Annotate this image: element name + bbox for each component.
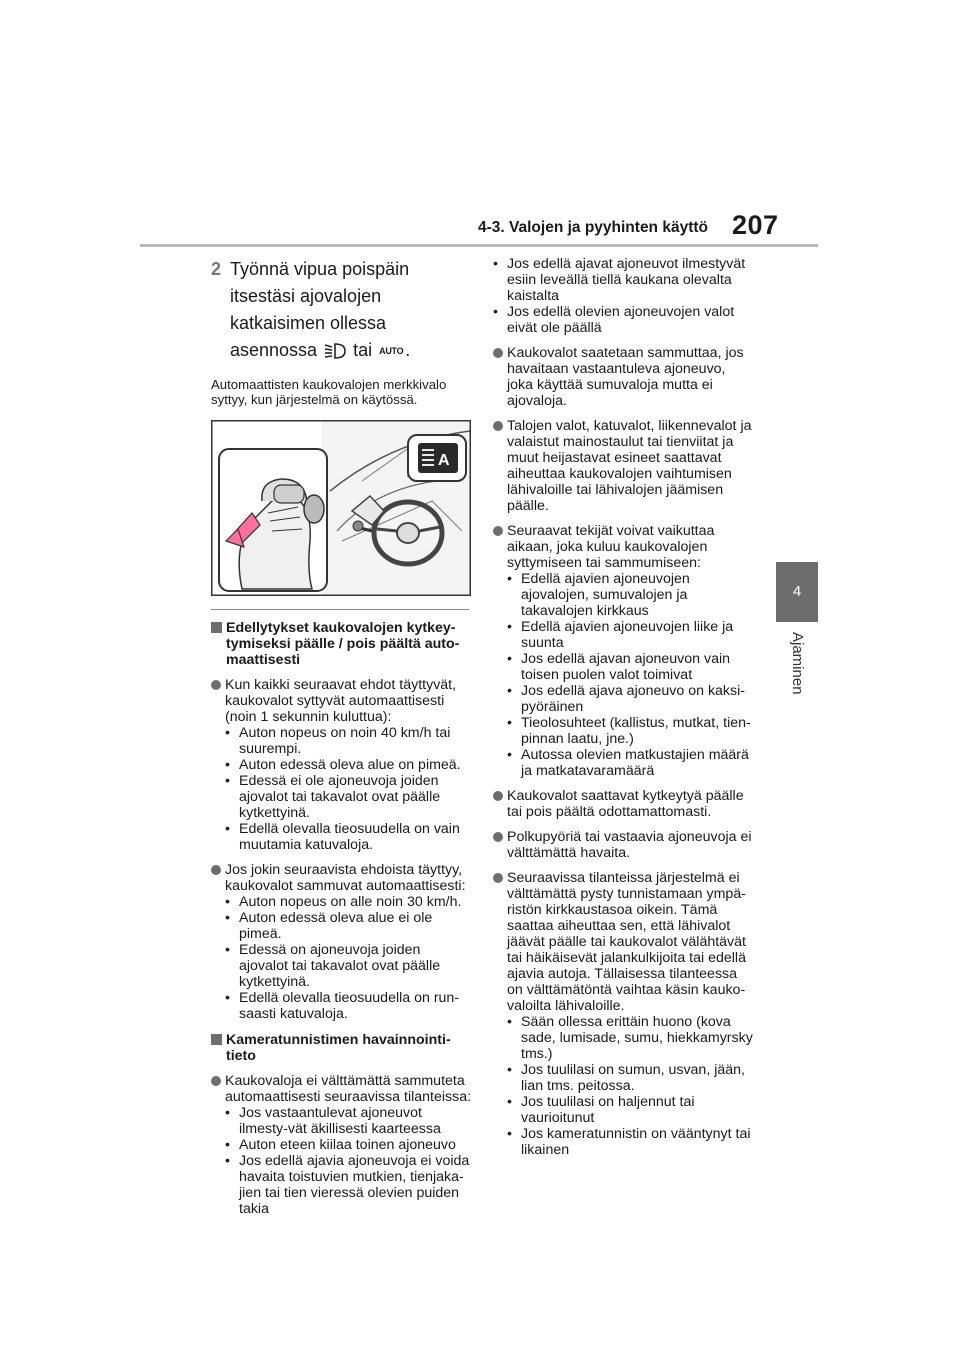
sub-list-item	[225, 942, 473, 990]
sub-list-text: Edellä olevalla tieosuudella on vain muutamia katuvaloja.	[239, 820, 460, 853]
bullet-item	[493, 523, 755, 779]
sub-list-item	[225, 910, 473, 942]
lever-illustration	[211, 420, 471, 596]
sub-list-text: Edellä olevalla tieosuudella on run-saasti katuvaloja.	[239, 989, 460, 1022]
sub-list-dot: •	[507, 1014, 512, 1030]
sub-list-text: Auton edessä oleva alue on pimeä.	[239, 756, 461, 773]
bullet-body	[493, 256, 755, 336]
sub-list-item	[507, 715, 755, 747]
sub-list-item	[493, 256, 755, 304]
step-text-main: Työnnä vipua poispäin itsestäsi ajovalojen katkaisimen ollessa asennossa	[230, 259, 410, 360]
sub-list-dot: •	[493, 256, 498, 272]
right-column	[493, 256, 755, 1158]
sub-list-dot: •	[225, 941, 230, 958]
auto-icon: AUTO	[379, 345, 404, 356]
sub-list-item	[225, 1137, 473, 1153]
step-number: 2	[211, 259, 222, 279]
sub-list-dot: •	[225, 893, 230, 910]
sub-list-dot: •	[507, 683, 512, 699]
step-text-or: tai	[353, 340, 373, 360]
sub-list-text: Jos edellä ajava ajoneuvo on kaksi-pyöräinen	[521, 683, 745, 715]
sub-list-dot: •	[507, 715, 512, 731]
sub-list-item	[493, 304, 755, 336]
sub-list-item	[507, 1126, 755, 1158]
sub-list-text: Jos edellä ajavia ajoneuvoja ei voida havaita toistuvien mutkien, tienjaka-jien tai tien vieressä olevien puiden takia	[239, 1152, 470, 1217]
sub-list-text: Jos tuulilasi on sumun, usvan, jään, lian tms. peitossa.	[521, 1062, 745, 1094]
sub-list-item	[225, 894, 473, 910]
bullet-dot-icon	[493, 791, 503, 801]
sub-list-item	[225, 725, 473, 757]
bullet-item	[493, 418, 755, 514]
sub-list-text: Tieolosuhteet (kallistus, mutkat, tien-pinnan laatu, jne.)	[521, 715, 751, 747]
bullet-text: Seuraavat tekijät voivat vaikuttaa aikaan, joka kuluu kaukovalojen syttymiseen tai sammumiseen:	[507, 523, 715, 571]
bullet-text: Polkupyöriä tai vastaavia ajoneuvoja ei välttämättä havaita.	[507, 829, 752, 861]
sub-list-text: Auton nopeus on noin 40 km/h tai suurempi.	[239, 724, 451, 757]
chapter-tab: 4	[776, 562, 818, 622]
sub-list-text: Jos edellä ajavan ajoneuvon vain toisen puolen valot toimivat	[521, 651, 731, 683]
sub-list-text: Jos edellä ajavat ajoneuvot ilmestyvät esiin leveällä tiellä kaukana olevalta kaistalta	[507, 256, 746, 304]
step-text-end: .	[405, 340, 411, 360]
section-heading-text: Kameratunnistimen havainnointi-tieto	[226, 1031, 451, 1064]
bullet-dot-icon	[493, 873, 503, 883]
sub-list-dot: •	[225, 1152, 230, 1169]
sub-list-item	[507, 651, 755, 683]
header-rule	[140, 244, 818, 247]
bullet-text: Seuraavissa tilanteissa järjestelmä ei välttämättä pysty tunnistamaan ympä-ristön kirkkaustasoa oikein. Tämä saattaa aiheuttaa sen, että lähivalot jäävät päälle tai kaukovalot välähtävät tai häikäisevät jalankulkijoita tai edellä ajavia autoja. Tällaisessa tilanteessa on välttämätöntä vaihtaa käsin kauko-valoilta lähivaloille.	[507, 870, 746, 1014]
sub-list-dot: •	[225, 756, 230, 773]
sub-list-item	[507, 571, 755, 619]
sub-list-item	[507, 747, 755, 779]
bullet-body	[507, 418, 755, 514]
sub-list-dot: •	[225, 820, 230, 837]
sub-list-item	[225, 757, 473, 773]
sub-list-dot: •	[225, 909, 230, 926]
sub-list-item	[507, 619, 755, 651]
bullet-body	[507, 345, 755, 409]
sub-list-text: Jos edellä olevien ajoneuvojen valot eivät ole päällä	[507, 304, 735, 336]
section-heading	[211, 1032, 473, 1064]
bullet-body	[507, 870, 755, 1158]
sub-list-dot: •	[507, 619, 512, 635]
bullet-item	[211, 677, 473, 853]
headlight-icon	[324, 342, 346, 360]
bullet-body	[507, 829, 755, 861]
sub-list-dot: •	[507, 747, 512, 763]
indicator-letter: A	[438, 451, 450, 469]
sub-list-text: Jos tuulilasi on haljennut tai vaurioitunut	[521, 1094, 695, 1126]
bullet-text: Kun kaikki seuraavat ehdot täyttyvät, kaukovalot syttyvät automaattisesti (noin 1 sekunnin kuluttua):	[225, 676, 457, 725]
left-column	[211, 256, 473, 1217]
sub-list-item	[225, 1105, 473, 1137]
sub-list-dot: •	[225, 1136, 230, 1153]
sub-list-dot: •	[507, 651, 512, 667]
section-title: 4-3. Valojen ja pyyhinten käyttö	[478, 219, 708, 236]
bullet-item	[493, 256, 755, 336]
section-square-icon	[211, 1034, 222, 1045]
bullet-item	[493, 829, 755, 861]
sub-list-dot: •	[507, 571, 512, 587]
step-2	[211, 256, 473, 365]
bullet-body	[507, 788, 755, 820]
bullet-body	[225, 862, 473, 1022]
sub-list-item	[507, 1094, 755, 1126]
bullet-text: Kaukovaloja ei välttämättä sammuteta automaattisesti seuraavissa tilanteissa:	[225, 1072, 472, 1105]
indicator-note: Automaattisten kaukovalojen merkkivalo syttyy, kun järjestelmä on käytössä.	[211, 376, 447, 407]
sub-list-text: Auton nopeus on alle noin 30 km/h.	[239, 893, 462, 910]
sub-list-text: Auton edessä oleva alue ei ole pimeä.	[239, 909, 433, 942]
figure-rule	[211, 609, 469, 610]
chapter-label: Ajaminen	[789, 632, 806, 695]
sub-list-text: Auton eteen kiilaa toinen ajoneuvo	[239, 1136, 456, 1153]
bullet-item	[211, 1073, 473, 1217]
sub-list-item	[225, 1153, 473, 1217]
left-sections	[211, 620, 473, 1217]
sub-list-text: Edellä ajavien ajoneuvojen ajovalojen, sumuvalojen ja takavalojen kirkkaus	[521, 571, 690, 619]
sub-list-dot: •	[225, 989, 230, 1006]
bullet-dot-icon	[493, 832, 503, 842]
sub-list-text: Autossa olevien matkustajien määrä ja matkatavaramäärä	[521, 747, 749, 779]
bullet-item	[493, 870, 755, 1158]
sub-list-item	[225, 773, 473, 821]
section-square-icon	[211, 622, 222, 633]
bullet-text: Talojen valot, katuvalot, liikennevalot ja valaistut mainostaulut tai tienviitat ja muut heijastavat esineet saattavat aiheuttaa kaukovalojen vaihtumisen lähivaloille tai lähivalojen jäämisen päälle.	[507, 418, 752, 514]
section-heading-text: Edellytykset kaukovalojen kytkey-tymiseksi päälle / pois päältä auto-maattisesti	[226, 619, 460, 668]
lever-illustration-drawing	[212, 421, 470, 595]
sub-list-item	[507, 683, 755, 715]
bullet-dot-icon	[211, 865, 221, 875]
sub-list-text: Edellä ajavien ajoneuvojen liike ja suunta	[521, 619, 734, 651]
right-bullets	[493, 256, 755, 1158]
bullet-item	[211, 862, 473, 1022]
sub-list-dot: •	[493, 304, 498, 320]
sub-list-dot: •	[507, 1062, 512, 1078]
section-heading	[211, 620, 473, 668]
sub-list-dot: •	[225, 772, 230, 789]
bullet-dot-icon	[211, 680, 221, 690]
bullet-item	[493, 345, 755, 409]
sub-list-text: Jos kameratunnistin on vääntynyt tai likainen	[521, 1126, 751, 1158]
sub-list-text: Sään ollessa erittäin huono (kova sade, lumisade, sumu, hiekkamyrsky tms.)	[521, 1014, 753, 1062]
bullet-body	[507, 523, 755, 779]
bullet-body	[225, 677, 473, 853]
bullet-text: Jos jokin seuraavista ehdoista täyttyy, kaukovalot sammuvat automaattisesti:	[225, 861, 466, 894]
sub-list-item	[225, 821, 473, 853]
bullet-text: Kaukovalot saatetaan sammuttaa, jos havaitaan vastaantuleva ajoneuvo, joka käyttää sumuvaloja mutta ei ajovaloja.	[507, 345, 744, 409]
step-text	[230, 256, 473, 365]
sub-list-dot: •	[507, 1094, 512, 1110]
sub-list-text: Edessä on ajoneuvoja joiden ajovalot tai takavalot ovat päälle kytkettyinä.	[239, 941, 441, 990]
bullet-text: Kaukovalot saattavat kytkeytyä päälle tai pois päältä odottamattomasti.	[507, 788, 744, 820]
sub-list-item	[507, 1014, 755, 1062]
sub-list-item	[507, 1062, 755, 1094]
sub-list-dot: •	[225, 1104, 230, 1121]
bullet-dot-icon	[493, 526, 503, 536]
sub-list-text: Jos vastaantulevat ajoneuvot ilmesty-vät äkillisesti kaarteessa	[239, 1104, 441, 1137]
sub-list-item	[225, 990, 473, 1022]
page-number: 207	[732, 210, 779, 240]
bullet-dot-icon	[211, 1076, 221, 1086]
bullet-dot-icon	[493, 348, 503, 358]
bullet-body	[225, 1073, 473, 1217]
sub-list-dot: •	[225, 724, 230, 741]
bullet-item	[493, 788, 755, 820]
sub-list-text: Edessä ei ole ajoneuvoja joiden ajovalot tai takavalot ovat päälle kytkettyinä.	[239, 772, 441, 821]
sub-list-dot: •	[507, 1126, 512, 1142]
bullet-dot-icon	[493, 421, 503, 431]
